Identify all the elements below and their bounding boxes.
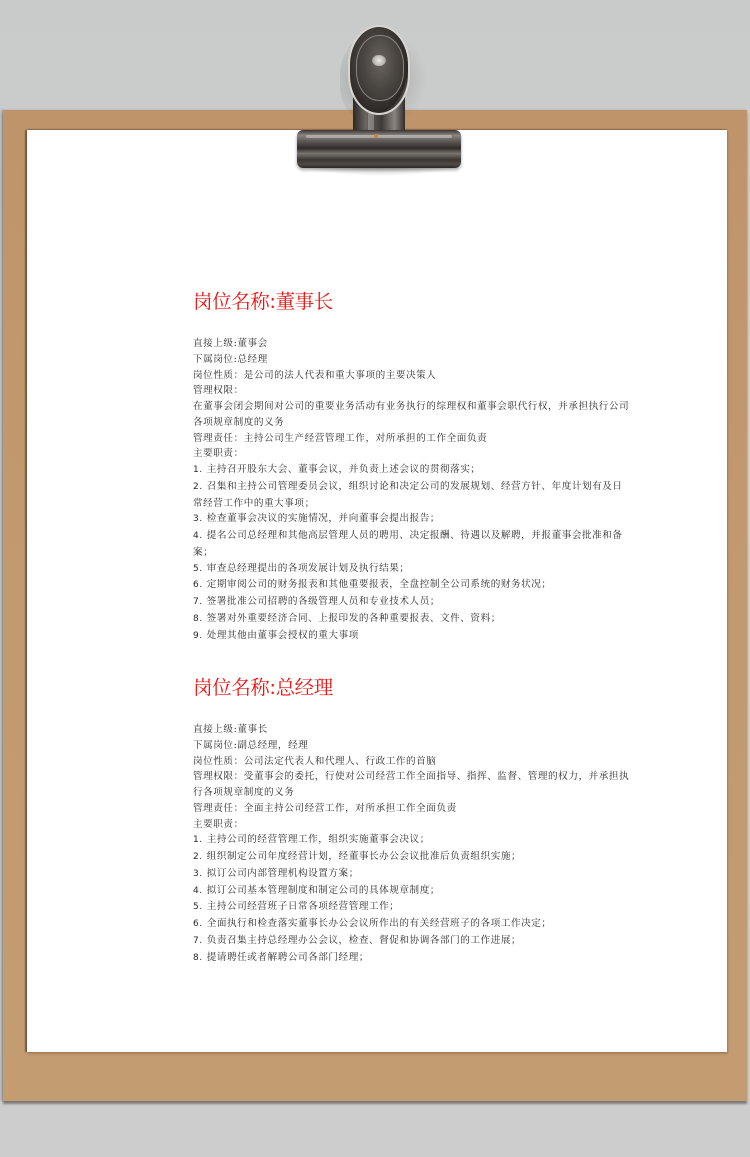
duties-label: 主要职责：: [193, 448, 244, 460]
duty-text: 主持召开股东大会、董事会议，并负责上述会议的贯彻落实；: [206, 464, 481, 475]
duty-item: [193, 611, 623, 628]
duty-number: 4.: [193, 885, 203, 896]
duty-text: 拟订公司内部管理机构设置方案；: [206, 867, 359, 879]
subordinate-positions: 下属岗位:总经理: [193, 353, 268, 365]
duty-item-cont: 常经营工作中的重大事项；: [193, 497, 315, 509]
section-title: 岗位名称:董事长: [193, 290, 333, 313]
duty-number: 8.: [193, 613, 203, 624]
duty-number: 5.: [193, 902, 203, 913]
duty-number: 7.: [193, 935, 203, 946]
duty-number: 7.: [193, 597, 203, 607]
duty-text: 召集和主持公司管理委员会议，组织讨论和决定公司的发展规划、经营方针、年度计划有及日: [206, 480, 623, 492]
duty-text: 全面执行和检查落实董事长办公会议所作出的有关经营班子的各项工作决定；: [206, 918, 552, 929]
section-general-manager: [193, 676, 630, 966]
duty-number: 8.: [193, 952, 203, 963]
duty-text: 提名公司总经理和其他高层管理人员的聘用、决定报酬、待遇以及解聘，并报董事会批准和备: [206, 530, 623, 541]
duty-number: 2.: [193, 852, 203, 862]
duty-number: 3.: [193, 868, 203, 879]
duty-text: 签署对外重要经济合同、上报印发的各种重要报表、文件、资料；: [206, 612, 501, 624]
duty-number: 5.: [193, 563, 203, 574]
responsibility: 管理责任：主持公司生产经营管理工作，对所承担的工作全面负责: [193, 432, 488, 444]
section-chairman: [193, 290, 630, 644]
duty-text: 拟订公司基本管理制度和制定公司的具体规章制度；: [206, 884, 440, 896]
duty-text: 主持公司经营班子日常各项经营管理工作；: [206, 901, 400, 913]
duty-number: 6.: [193, 580, 203, 591]
duty-item: [193, 462, 623, 479]
clip-ring-inner: [356, 35, 404, 101]
position-nature: 岗位性质：是公司的法人代表和重大事项的主要决策人: [193, 369, 437, 381]
duty-number: 2.: [193, 481, 203, 492]
duty-item: [193, 899, 623, 916]
duty-item: [193, 950, 623, 967]
duty-text: 组织制定公司年度经营计划，经董事长办公会议批准后负责组织实施；: [206, 851, 522, 862]
duty-item: [193, 933, 623, 950]
duty-number: 3.: [193, 514, 203, 525]
duty-item: [193, 577, 623, 594]
duty-number: 1.: [193, 465, 203, 475]
duty-number: 9.: [193, 630, 203, 641]
duty-number: 1.: [193, 835, 203, 846]
section-body: [193, 722, 630, 966]
direct-superior: 直接上级:董事会: [193, 338, 268, 349]
duty-text: 检查董事会决议的实施情况，并向董事会提出报告；: [206, 513, 440, 525]
duty-item: [193, 594, 623, 611]
authority-text: 管理权限：受董事会的委托，行使对公司经营工作全面指导、指挥、监督、管理的权力，并承担执: [193, 771, 630, 783]
authority-label: 管理权限：: [193, 385, 244, 397]
responsibility: 管理责任：全面主持公司经营工作，对所承担工作全面负责: [193, 802, 457, 814]
duties-label: 主要职责：: [193, 818, 244, 830]
duty-item: [193, 916, 623, 933]
duty-text: 审查总经理提出的各项发展计划及执行结果；: [206, 562, 410, 574]
duty-number: 6.: [193, 919, 203, 929]
paper-sheet: [27, 130, 727, 1052]
duty-text: 处理其他由董事会授权的重大事项: [206, 629, 359, 641]
duty-text: 定期审阅公司的财务报表和其他重要报表，全盘控制全公司系统的财务状况；: [206, 579, 552, 591]
authority-text-cont: 行各项规章制度的义务: [193, 787, 295, 798]
subordinate-positions: 下属岗位:副总经理，经理: [193, 739, 309, 751]
duty-text: 签署批准公司招聘的各级管理人员和专业技术人员；: [206, 596, 440, 607]
clip-hole: [372, 55, 386, 66]
duty-text: 负责召集主持总经理办公会议，检查、督促和协调各部门的工作进展；: [206, 934, 522, 946]
duty-item: [193, 883, 623, 900]
duty-item: [193, 628, 623, 645]
authority-text: 在董事会闭会期间对公司的重要业务活动有业务执行的综理权和董事会职代行权，并承担执行公司: [193, 401, 630, 412]
clip-ring: [348, 25, 410, 115]
duty-number: 4.: [193, 531, 203, 541]
duty-item: [193, 849, 623, 866]
duty-item: [193, 511, 623, 528]
duty-item: [193, 832, 623, 849]
section-body: [193, 336, 630, 644]
direct-superior: 直接上级:董事长: [193, 724, 268, 735]
duty-text: 提请聘任或者解聘公司各部门经理；: [206, 951, 369, 963]
duty-item: [193, 866, 623, 883]
duty-item: [193, 561, 623, 578]
duty-item-cont: 案；: [193, 546, 214, 558]
section-title: 岗位名称:总经理: [193, 676, 333, 699]
position-nature: 岗位性质：公司法定代表人和代理人、行政工作的首脑: [193, 755, 437, 767]
duty-item: [193, 479, 623, 496]
duty-item: [193, 528, 623, 545]
authority-text-cont: 各项规章制度的义务: [193, 416, 285, 428]
duty-text: 主持公司的经营管理工作，组织实施董事会决议；: [206, 834, 430, 846]
